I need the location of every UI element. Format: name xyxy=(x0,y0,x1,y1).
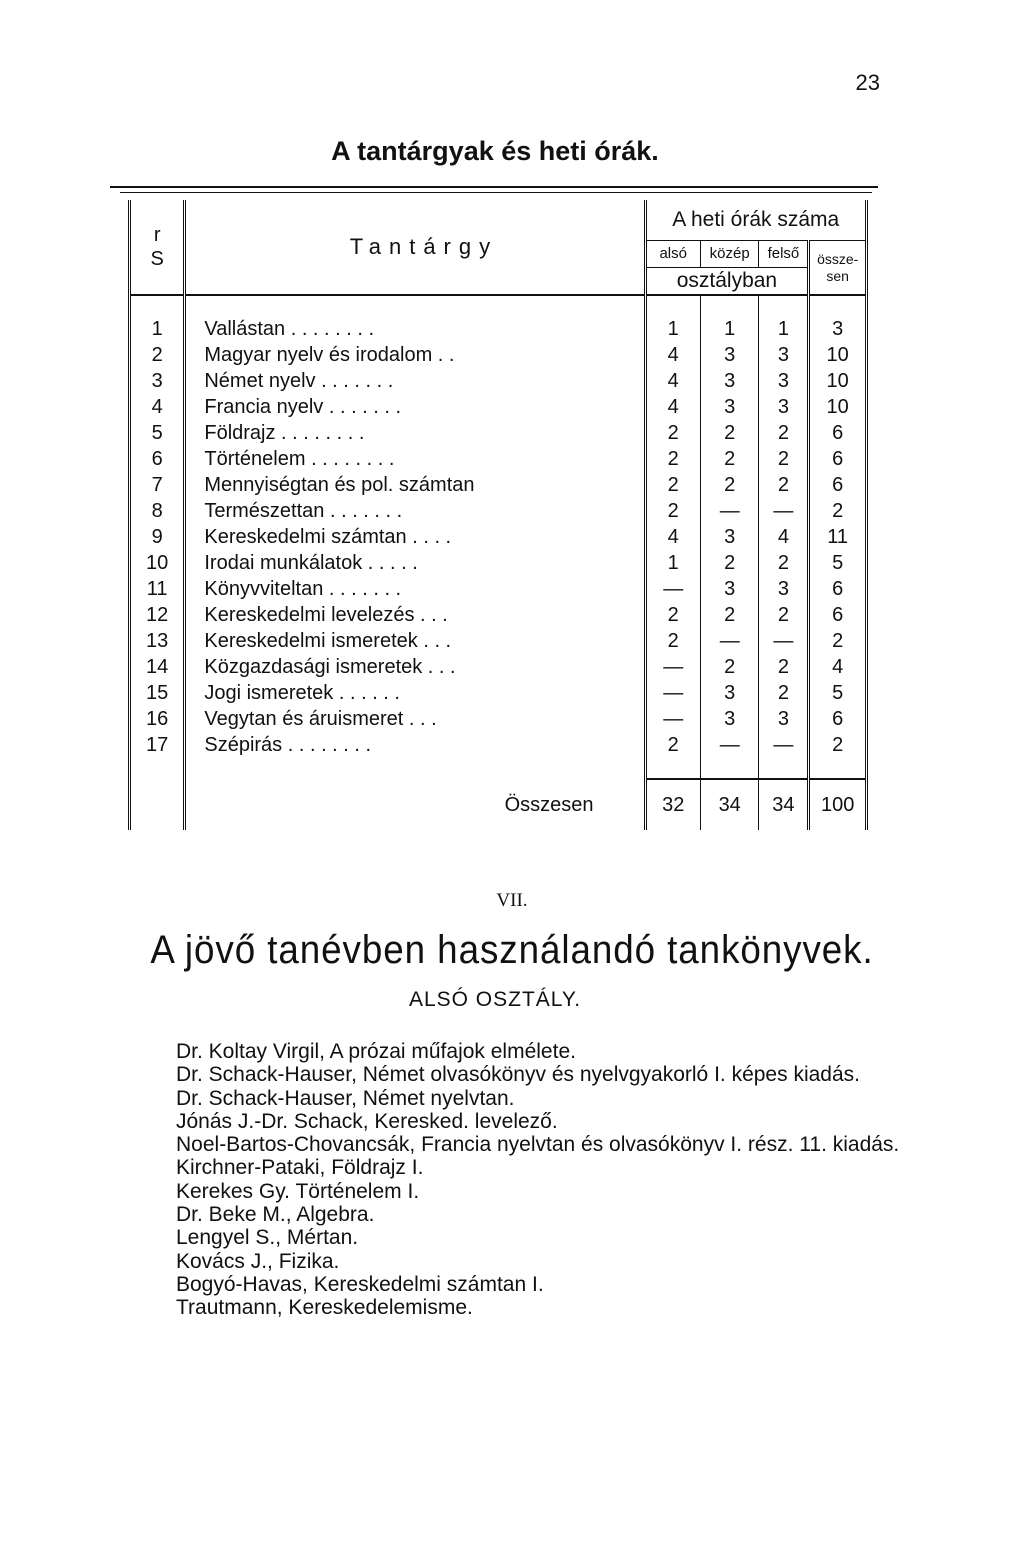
table-row xyxy=(130,706,867,732)
table-row xyxy=(130,316,867,342)
row-hours-total: 3 xyxy=(809,316,867,342)
row-hours-also: 4 xyxy=(645,394,700,420)
row-subject: Jogi ismeretek . . . . . . xyxy=(185,680,645,706)
header-class-label: osztályban xyxy=(645,268,809,296)
row-hours-felso: 4 xyxy=(759,524,809,550)
row-hours-total: 6 xyxy=(809,472,867,498)
textbook-item: Trautmann, Kereskedelemisme. xyxy=(176,1296,473,1320)
textbook-item: Dr. Koltay Virgil, A prózai műfajok elmélete. xyxy=(176,1040,576,1063)
row-hours-total: 2 xyxy=(809,498,867,524)
textbook-item: Lengyel S., Mértan. xyxy=(176,1226,359,1250)
row-hours-felso: 3 xyxy=(759,706,809,732)
table-row xyxy=(130,732,867,758)
row-hours-kozep: — xyxy=(700,732,759,758)
row-hours-total: 4 xyxy=(809,654,867,680)
row-subject: Történelem . . . . . . . . xyxy=(185,446,645,472)
row-number: 10 xyxy=(130,550,185,576)
row-hours-total: 11 xyxy=(809,524,867,550)
row-subject: Földrajz . . . . . . . . xyxy=(185,420,645,446)
row-hours-total: 5 xyxy=(809,550,867,576)
row-number: 4 xyxy=(130,394,185,420)
row-hours-total: 6 xyxy=(809,420,867,446)
row-hours-also: 2 xyxy=(645,602,700,628)
row-subject: Közgazdasági ismeretek . . . xyxy=(185,654,645,680)
row-hours-total: 2 xyxy=(809,628,867,654)
total-felso: 34 xyxy=(759,779,809,830)
header-sr xyxy=(130,200,185,295)
row-hours-felso: 2 xyxy=(759,472,809,498)
table-row xyxy=(130,602,867,628)
row-hours-also: 1 xyxy=(645,316,700,342)
row-hours-kozep: 3 xyxy=(700,680,759,706)
row-hours-also: 2 xyxy=(645,628,700,654)
row-subject: Kereskedelmi számtan . . . . xyxy=(185,524,645,550)
header-subject: Tantárgy xyxy=(185,200,645,295)
row-subject: Kereskedelmi levelezés . . . xyxy=(185,602,645,628)
row-hours-total: 5 xyxy=(809,680,867,706)
row-number: 1 xyxy=(130,316,185,342)
row-hours-total: 10 xyxy=(809,394,867,420)
total-also: 32 xyxy=(645,779,700,830)
row-hours-also: — xyxy=(645,680,700,706)
textbook-item: Kirchner-Pataki, Földrajz I. xyxy=(176,1156,424,1180)
row-hours-also: — xyxy=(645,576,700,602)
row-hours-kozep: 2 xyxy=(700,550,759,576)
table-row xyxy=(130,368,867,394)
row-subject: Vegytan és áruismeret . . . xyxy=(185,706,645,732)
table-row xyxy=(130,628,867,654)
row-hours-also: 2 xyxy=(645,498,700,524)
row-hours-total: 10 xyxy=(809,368,867,394)
header-col-total: össze- sen xyxy=(809,241,867,296)
row-subject: Irodai munkálatok . . . . . xyxy=(185,550,645,576)
row-subject: Vallástan . . . . . . . . xyxy=(185,316,645,342)
table-row xyxy=(130,472,867,498)
row-hours-felso: 1 xyxy=(759,316,809,342)
row-hours-kozep: 2 xyxy=(700,446,759,472)
row-hours-also: — xyxy=(645,654,700,680)
row-hours-also: 4 xyxy=(645,524,700,550)
table-row xyxy=(130,420,867,446)
row-number: 13 xyxy=(130,628,185,654)
row-subject: Mennyiségtan és pol. számtan xyxy=(185,472,645,498)
total-blank xyxy=(130,779,185,830)
header-sr-letter: S xyxy=(150,248,164,270)
header-col-felso: felső xyxy=(759,241,809,268)
row-number: 12 xyxy=(130,602,185,628)
textbook-item: Kovács J., Fizika. xyxy=(176,1249,340,1273)
row-subject: Kereskedelmi ismeretek . . . xyxy=(185,628,645,654)
page-title: A tantárgyak és heti órák. xyxy=(331,136,659,166)
row-number: 9 xyxy=(130,524,185,550)
row-hours-also: — xyxy=(645,706,700,732)
header-col-also: alsó xyxy=(645,241,700,268)
row-number: 16 xyxy=(130,706,185,732)
row-number: 7 xyxy=(130,472,185,498)
row-number: 6 xyxy=(130,446,185,472)
row-hours-kozep: 3 xyxy=(700,394,759,420)
row-hours-kozep: 3 xyxy=(700,576,759,602)
row-hours-felso: 2 xyxy=(759,550,809,576)
table-spacer xyxy=(130,295,867,316)
row-hours-also: 2 xyxy=(645,732,700,758)
row-subject: Német nyelv . . . . . . . xyxy=(185,368,645,394)
row-number: 3 xyxy=(130,368,185,394)
total-kozep: 34 xyxy=(700,779,759,830)
row-hours-kozep: 2 xyxy=(700,602,759,628)
table-row xyxy=(130,680,867,706)
table-row xyxy=(130,342,867,368)
textbook-item: Dr. Schack-Hauser, Német olvasókönyv és nyelvgyakorló I. képes kiadás. xyxy=(176,1063,860,1087)
row-number: 2 xyxy=(130,342,185,368)
row-hours-felso: 3 xyxy=(759,342,809,368)
table-spacer xyxy=(130,758,867,779)
row-number: 15 xyxy=(130,680,185,706)
textbook-item: Jónás J.-Dr. Schack, Keresked. levelező. xyxy=(176,1109,558,1133)
row-hours-kozep: 2 xyxy=(700,420,759,446)
table-row xyxy=(130,498,867,524)
row-hours-felso: — xyxy=(759,628,809,654)
header-sr-letter: r xyxy=(153,224,161,246)
table-row xyxy=(130,576,867,602)
row-hours-kozep: — xyxy=(700,628,759,654)
row-subject: Magyar nyelv és irodalom . . xyxy=(185,342,645,368)
textbook-item: Kerekes Gy. Történelem I. xyxy=(176,1179,420,1203)
subjects-table xyxy=(128,200,868,830)
row-hours-kozep: 1 xyxy=(700,316,759,342)
top-rule-secondary xyxy=(120,192,872,193)
row-hours-total: 6 xyxy=(809,446,867,472)
row-hours-kozep: 2 xyxy=(700,472,759,498)
row-hours-felso: 3 xyxy=(759,576,809,602)
row-number: 8 xyxy=(130,498,185,524)
row-hours-also: 2 xyxy=(645,420,700,446)
section-number: VII. xyxy=(496,890,528,911)
row-hours-kozep: 3 xyxy=(700,368,759,394)
row-hours-kozep: 3 xyxy=(700,342,759,368)
row-subject: Szépirás . . . . . . . . xyxy=(185,732,645,758)
row-subject: Könyvviteltan . . . . . . . xyxy=(185,576,645,602)
row-hours-kozep: 2 xyxy=(700,654,759,680)
table-header-row xyxy=(130,200,867,241)
row-number: 17 xyxy=(130,732,185,758)
row-hours-total: 10 xyxy=(809,342,867,368)
row-hours-felso: — xyxy=(759,732,809,758)
row-hours-also: 2 xyxy=(645,472,700,498)
section-subtitle: ALSÓ OSZTÁLY. xyxy=(408,988,582,1011)
total-label: Összesen xyxy=(185,779,645,830)
textbook-item: Bogyó-Havas, Kereskedelmi számtan I. xyxy=(176,1272,544,1296)
row-hours-felso: — xyxy=(759,498,809,524)
row-hours-also: 4 xyxy=(645,368,700,394)
row-hours-kozep: 3 xyxy=(700,524,759,550)
header-weekly-hours: A heti órák száma xyxy=(645,200,867,241)
row-subject: Természettan . . . . . . . xyxy=(185,498,645,524)
table-row xyxy=(130,446,867,472)
row-hours-total: 2 xyxy=(809,732,867,758)
row-number: 14 xyxy=(130,654,185,680)
row-hours-total: 6 xyxy=(809,576,867,602)
row-hours-felso: 2 xyxy=(759,654,809,680)
row-hours-kozep: 3 xyxy=(700,706,759,732)
textbook-item: Dr. Schack-Hauser, Német nyelvtan. xyxy=(176,1086,515,1110)
row-number: 11 xyxy=(130,576,185,602)
header-col-kozep: közép xyxy=(700,241,759,268)
row-hours-total: 6 xyxy=(809,602,867,628)
row-hours-kozep: — xyxy=(700,498,759,524)
table-row xyxy=(130,550,867,576)
row-hours-felso: 2 xyxy=(759,446,809,472)
page-number: 23 xyxy=(855,70,880,95)
table-row xyxy=(130,524,867,550)
table-row xyxy=(130,394,867,420)
row-hours-felso: 2 xyxy=(759,680,809,706)
row-hours-total: 6 xyxy=(809,706,867,732)
row-hours-felso: 3 xyxy=(759,394,809,420)
section-title: A jövő tanévben használandó tankönyvek. xyxy=(150,928,874,972)
top-rule xyxy=(110,186,878,188)
textbook-list xyxy=(176,1040,916,1320)
table-total-row xyxy=(130,779,867,830)
textbook-item: Noel-Bartos-Chovancsák, Francia nyelvtan és olvasókönyv I. rész. 11. kiadás. xyxy=(176,1133,900,1157)
row-subject: Francia nyelv . . . . . . . xyxy=(185,394,645,420)
total-overall: 100 xyxy=(809,779,867,830)
row-hours-felso: 2 xyxy=(759,420,809,446)
row-hours-also: 4 xyxy=(645,342,700,368)
textbook-item: Dr. Beke M., Algebra. xyxy=(176,1203,375,1227)
row-hours-also: 1 xyxy=(645,550,700,576)
row-number: 5 xyxy=(130,420,185,446)
row-hours-felso: 2 xyxy=(759,602,809,628)
row-hours-felso: 3 xyxy=(759,368,809,394)
table-row xyxy=(130,654,867,680)
row-hours-also: 2 xyxy=(645,446,700,472)
